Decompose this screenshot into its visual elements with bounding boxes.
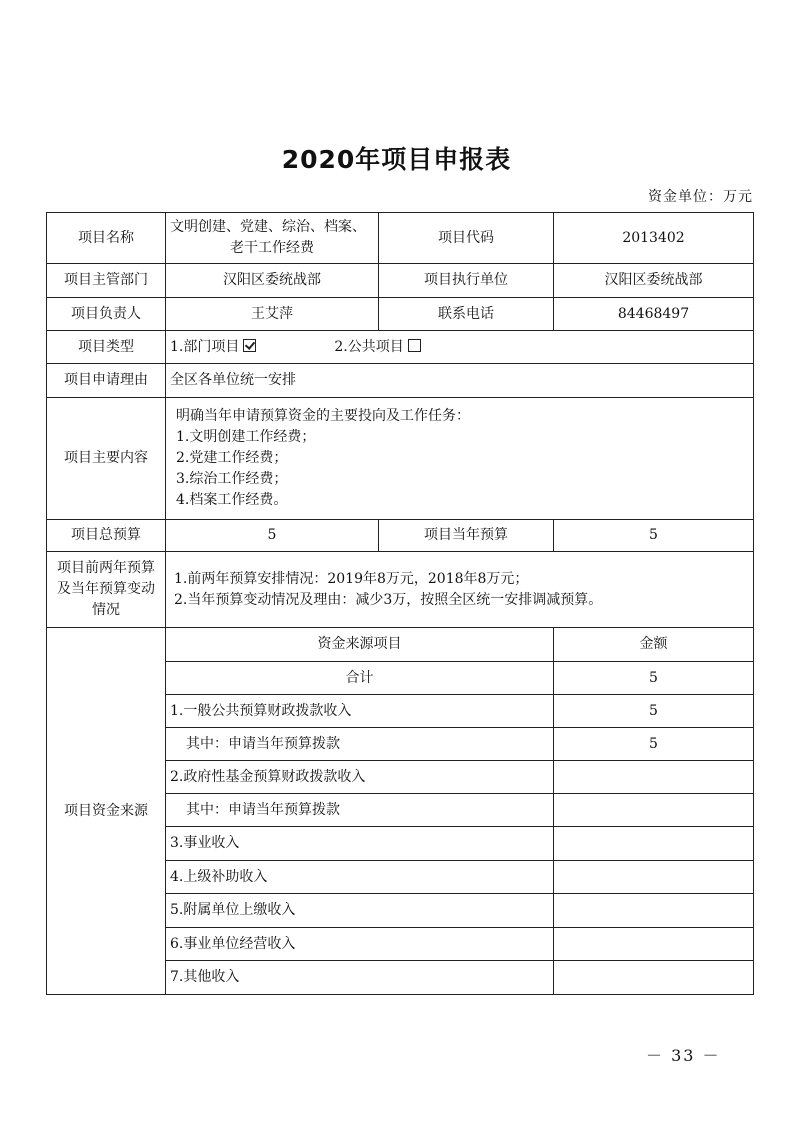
budget-change-line: 2.当年预算变动情况及理由：减少3万，按照全区统一安排调减预算。 (174, 591, 603, 608)
funding-header-item: 资金来源项目 (166, 628, 554, 662)
dept-value: 汉阳区委统战部 (166, 264, 379, 298)
funding-item-label: 2.政府性基金预算财政拨款收入 (166, 761, 554, 794)
row-project-name (47, 213, 754, 264)
row-leader (47, 298, 754, 331)
funding-item-amount (554, 827, 754, 861)
exec-unit-label: 项目执行单位 (379, 264, 554, 298)
funding-header-amount: 金额 (554, 628, 754, 662)
year-budget-label: 项目当年预算 (379, 520, 554, 552)
funding-item-label: 1.一般公共预算财政拨款收入 (166, 695, 554, 728)
row-budget (47, 520, 754, 552)
funding-item-label: 其中：申请当年预算拨款 (166, 794, 554, 827)
funding-item-amount (554, 794, 754, 827)
row-project-type (47, 331, 754, 364)
project-application-table (46, 212, 754, 995)
type-option-department: 1.部门项目 (170, 338, 240, 355)
budget-change-line: 1.前两年预算安排情况：2019年8万元，2018年8万元； (174, 570, 529, 587)
funding-item-amount: 5 (554, 695, 754, 728)
funding-item-label: 4.上级补助收入 (166, 861, 554, 894)
funding-unit-note: 资金单位：万元 (648, 189, 753, 205)
funding-item-label: 3.事业收入 (166, 827, 554, 861)
row-reason (47, 364, 754, 398)
total-budget-label: 项目总预算 (47, 520, 166, 552)
budget-change-label-line: 情况 (92, 602, 120, 618)
funding-item-amount: 5 (554, 728, 754, 761)
row-funding-header (47, 628, 754, 662)
content-line: 明确当年申请预算资金的主要投向及工作任务： (176, 408, 470, 424)
budget-change-label-line: 项目前两年预算 (57, 560, 155, 576)
budget-change-value (166, 552, 754, 628)
funding-item-label: 7.其他收入 (166, 961, 554, 995)
funding-item-label: 其中：申请当年预算拨款 (166, 728, 554, 761)
project-name-line1: 文明创建、党建、综治、档案、 (170, 219, 366, 235)
project-code-label: 项目代码 (379, 213, 554, 264)
reason-value: 全区各单位统一安排 (166, 364, 754, 398)
funding-item-label: 合计 (166, 662, 554, 695)
phone-label: 联系电话 (379, 298, 554, 331)
row-main-content (47, 398, 754, 520)
reason-label: 项目申请理由 (47, 364, 166, 398)
phone-value: 84468497 (554, 298, 754, 331)
funding-item-label: 5.附属单位上缴收入 (166, 894, 554, 928)
total-budget-value: 5 (166, 520, 379, 552)
budget-change-label (47, 552, 166, 628)
project-type-options (166, 331, 754, 364)
project-name-line2: 老干工作经费 (230, 240, 314, 256)
checked-checkbox-icon[interactable] (243, 339, 256, 352)
project-code-value: 2013402 (554, 213, 754, 264)
leader-label: 项目负责人 (47, 298, 166, 331)
funding-item-amount (554, 861, 754, 894)
content-line: 2.党建工作经费； (176, 450, 288, 466)
main-content-label: 项目主要内容 (47, 398, 166, 520)
row-department (47, 264, 754, 298)
unchecked-checkbox-icon[interactable] (408, 339, 421, 352)
main-content-value (166, 398, 754, 520)
row-budget-change (47, 552, 754, 628)
type-option-public: 2.公共项目 (334, 338, 404, 355)
year-budget-value: 5 (554, 520, 754, 552)
page-number: － 33 － (646, 1046, 721, 1065)
funding-item-amount: 5 (554, 662, 754, 695)
exec-unit-value: 汉阳区委统战部 (554, 264, 754, 298)
content-line: 4.档案工作经费。 (176, 492, 288, 508)
dept-label: 项目主管部门 (47, 264, 166, 298)
project-name-value (166, 213, 379, 264)
project-type-label: 项目类型 (47, 331, 166, 364)
page-title: 2020年项目申报表 (281, 145, 512, 174)
project-name-label: 项目名称 (47, 213, 166, 264)
funding-item-amount (554, 928, 754, 961)
content-line: 3.综治工作经费； (176, 471, 288, 487)
funding-item-label: 6.事业单位经营收入 (166, 928, 554, 961)
leader-value: 王艾萍 (166, 298, 379, 331)
funding-source-label: 项目资金来源 (47, 628, 166, 995)
funding-item-amount (554, 961, 754, 995)
funding-item-amount (554, 761, 754, 794)
budget-change-label-line: 及当年预算变动 (57, 581, 155, 597)
content-line: 1.文明创建工作经费； (176, 429, 316, 445)
funding-item-amount (554, 894, 754, 928)
